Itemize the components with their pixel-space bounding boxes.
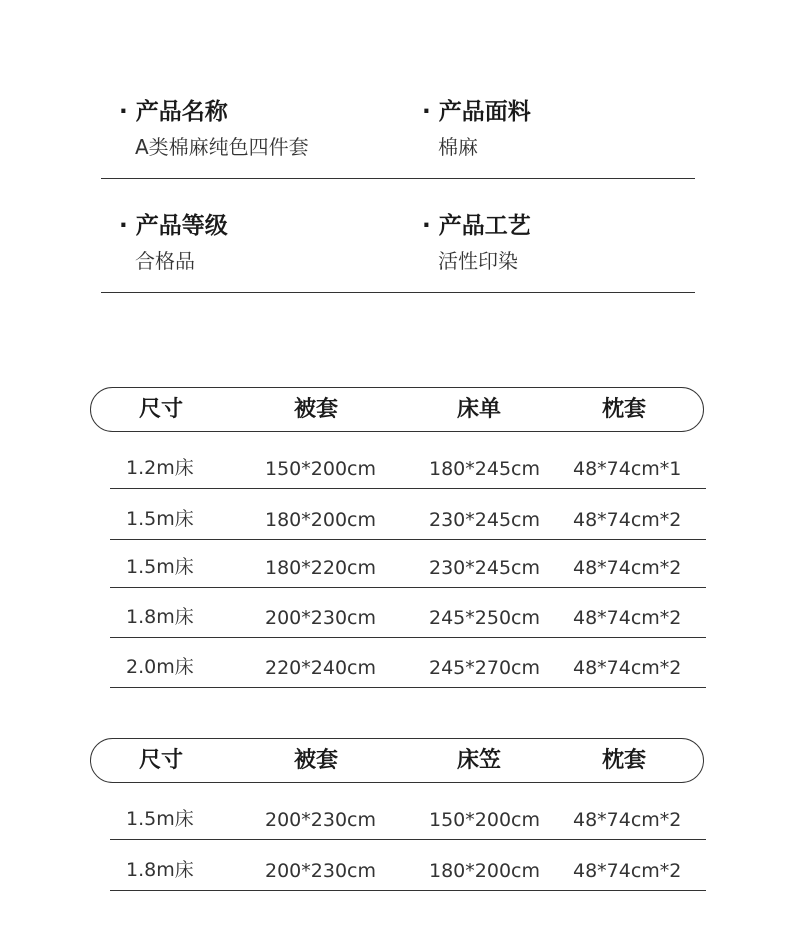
header-size: 尺寸 <box>138 397 183 422</box>
cell-size: 1.8m床 <box>126 859 194 881</box>
info-value: 活性印染 <box>438 249 518 273</box>
cell-pillow: 48*74cm*2 <box>573 607 682 629</box>
cell-size: 1.2m床 <box>126 457 194 479</box>
info-row-1 <box>101 93 695 179</box>
header-bed-sheet: 床单 <box>456 397 501 422</box>
header-size: 尺寸 <box>138 748 183 773</box>
cell-duvet: 200*230cm <box>265 607 376 629</box>
cell-size: 2.0m床 <box>126 656 194 678</box>
table-row <box>110 489 706 540</box>
header-duvet-cover: 被套 <box>293 397 338 422</box>
cell-size: 1.8m床 <box>126 606 194 628</box>
table-row <box>110 588 706 638</box>
table-row <box>110 793 706 840</box>
cell-sheet: 245*250cm <box>429 607 540 629</box>
cell-pillow: 48*74cm*2 <box>573 657 682 679</box>
header-pillowcase: 枕套 <box>601 397 646 422</box>
info-value: A类棉麻纯色四件套 <box>135 135 309 159</box>
table-row <box>110 540 706 588</box>
cell-pillow: 48*74cm*2 <box>573 860 682 882</box>
cell-sheet: 180*245cm <box>429 458 540 480</box>
info-label: · 产品面料 <box>422 99 531 125</box>
cell-sheet: 245*270cm <box>429 657 540 679</box>
cell-fitted-sheet: 150*200cm <box>429 809 540 831</box>
header-fitted-sheet: 床笠 <box>456 748 501 773</box>
cell-duvet: 150*200cm <box>265 458 376 480</box>
cell-pillow: 48*74cm*1 <box>573 458 682 480</box>
cell-sheet: 230*245cm <box>429 557 540 579</box>
info-label: · 产品等级 <box>119 213 228 239</box>
cell-duvet: 200*230cm <box>265 809 376 831</box>
table-row <box>110 840 706 891</box>
table-row <box>110 638 706 688</box>
info-label: · 产品名称 <box>119 99 228 125</box>
cell-duvet: 180*220cm <box>265 557 376 579</box>
info-value: 棉麻 <box>438 135 478 159</box>
header-pillowcase: 枕套 <box>601 748 646 773</box>
cell-sheet: 230*245cm <box>429 509 540 531</box>
cell-duvet: 220*240cm <box>265 657 376 679</box>
table-row <box>110 442 706 489</box>
size-table-2-header <box>90 738 704 783</box>
cell-pillow: 48*74cm*2 <box>573 509 682 531</box>
cell-size: 1.5m床 <box>126 508 194 530</box>
cell-duvet: 180*200cm <box>265 509 376 531</box>
info-row-2 <box>101 207 695 293</box>
size-table-1-header <box>90 387 704 432</box>
cell-duvet: 200*230cm <box>265 860 376 882</box>
cell-pillow: 48*74cm*2 <box>573 557 682 579</box>
cell-pillow: 48*74cm*2 <box>573 809 682 831</box>
cell-size: 1.5m床 <box>126 556 194 578</box>
info-label: · 产品工艺 <box>422 213 531 239</box>
cell-fitted-sheet: 180*200cm <box>429 860 540 882</box>
cell-size: 1.5m床 <box>126 808 194 830</box>
info-value: 合格品 <box>135 249 195 273</box>
header-duvet-cover: 被套 <box>293 748 338 773</box>
